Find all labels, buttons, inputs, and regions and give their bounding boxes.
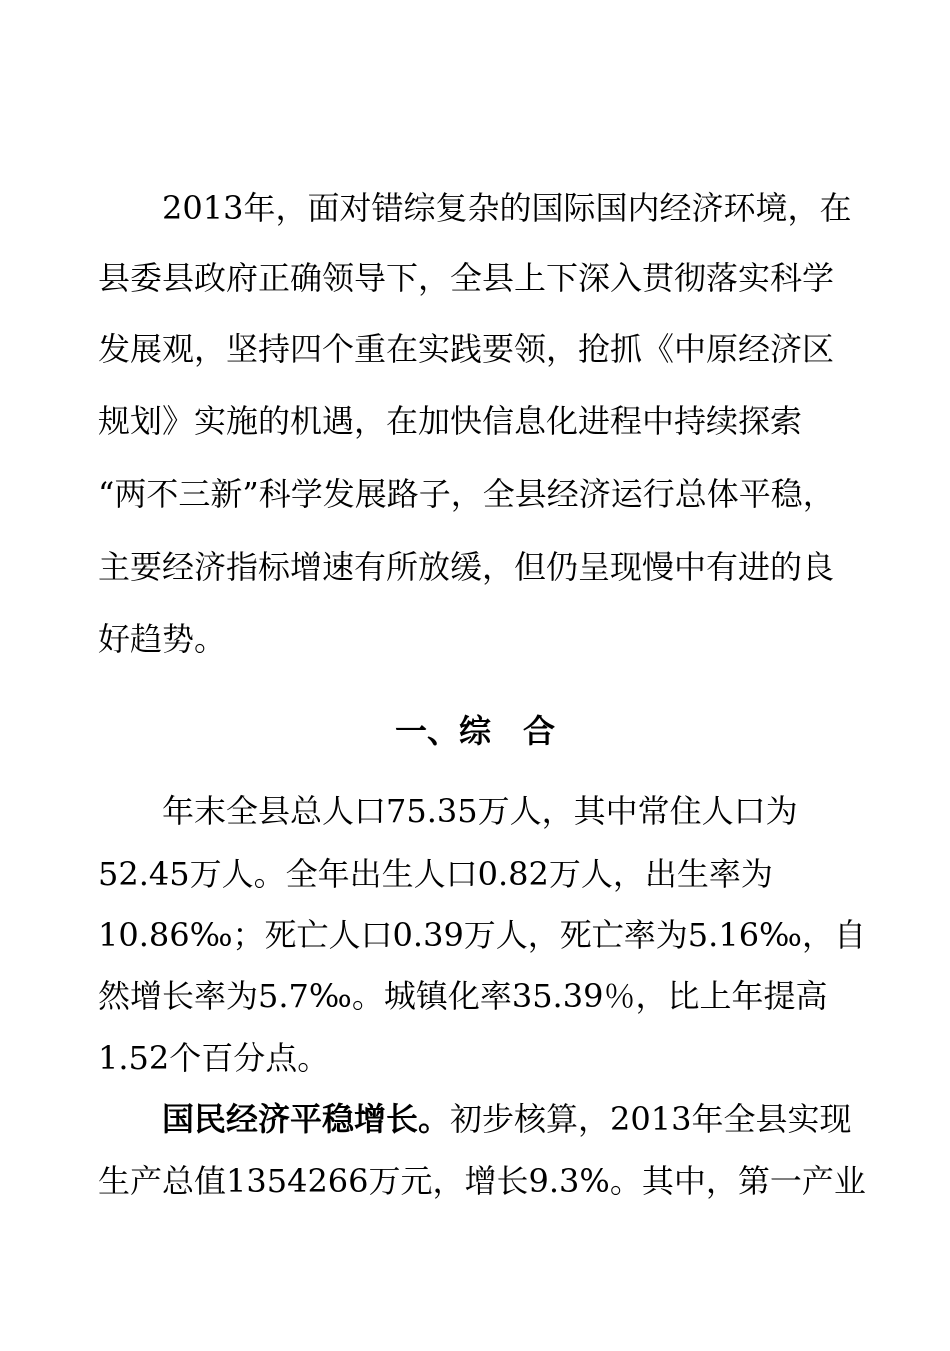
intro-line-3: 发展观，坚持四个重在实践要领，抢抓《中原经济区 xyxy=(98,330,835,368)
intro-line-7: 好趋势。 xyxy=(98,620,227,658)
population-line-3: 10.86‰；死亡人口0.39万人，死亡率为5.16‰，自 xyxy=(98,916,866,954)
population-line-1: 年末全县总人口75.35万人，其中常住人口为 xyxy=(162,792,798,830)
economy-lead: 国民经济平稳增长。 xyxy=(162,1100,451,1138)
population-line-4: 然增长率为5.7‰。城镇化率35.39％，比上年提高 xyxy=(98,977,828,1015)
intro-line-6: 主要经济指标增速有所放缓，但仍呈现慢中有进的良 xyxy=(98,548,835,586)
economy-line-2: 生产总值1354266万元，增长9.3%。其中，第一产业 xyxy=(98,1162,866,1200)
intro-line-5: “两不三新”科学发展路子，全县经济运行总体平稳， xyxy=(98,475,835,513)
population-line-2: 52.45万人。全年出生人口0.82万人，出生率为 xyxy=(98,855,773,893)
population-line-5: 1.52个百分点。 xyxy=(98,1039,330,1077)
economy-line-1 xyxy=(162,1097,858,1141)
section-heading: 一、综 合 xyxy=(394,712,555,750)
economy-line-1-rest: 初步核算，2013年全县实现 xyxy=(450,1100,852,1138)
intro-line-2: 县委县政府正确领导下，全县上下深入贯彻落实科学 xyxy=(98,259,835,297)
intro-line-4: 规划》实施的机遇，在加快信息化进程中持续探索 xyxy=(98,402,803,440)
intro-line-1: 2013年，面对错综复杂的国际国内经济环境，在 xyxy=(162,189,852,227)
